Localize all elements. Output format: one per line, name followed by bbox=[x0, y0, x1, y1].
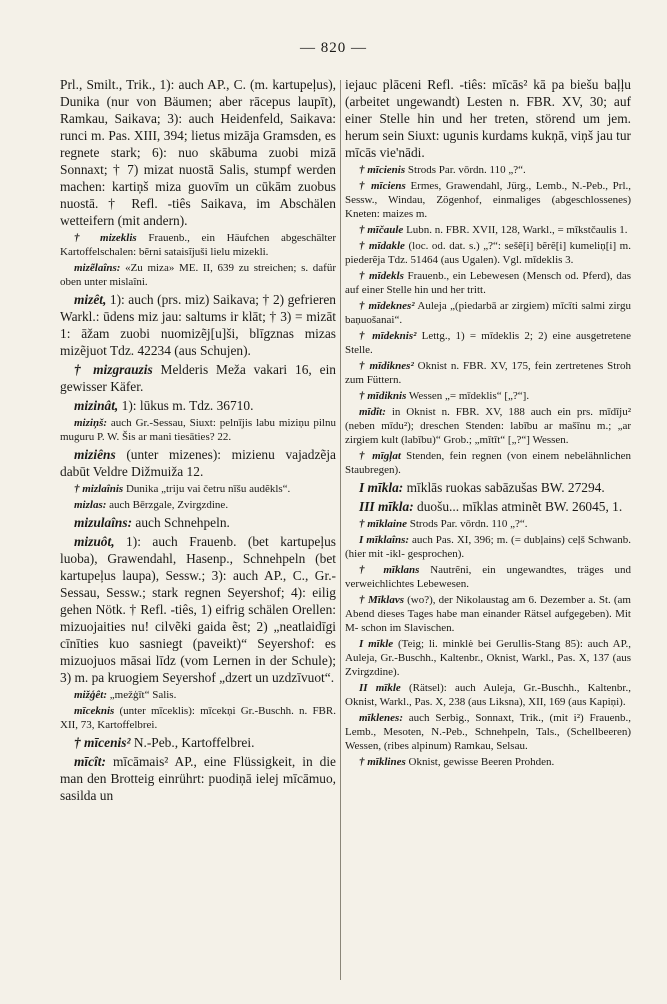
entry-text: iejauc plāceni Refl. -tiês: mīcās² kā pa biešu baļļu (arbeitet ungewandt) Lesten n. FBR. XV, 30; auf einer Stelle hin und her treten, störend um jem. herum sein Siuxt: ugunis kurdams kukņā, viņš jau tur mīcās vie'nādi. bbox=[345, 77, 631, 160]
entry-text: Dunika „triju vai četru nīšu audẽkls“. bbox=[123, 483, 291, 495]
dictionary-entry bbox=[60, 514, 336, 531]
entry-headword: mīceknis bbox=[74, 705, 115, 717]
dictionary-entry bbox=[345, 239, 631, 267]
right-column bbox=[345, 76, 631, 771]
entry-text: auch Schnehpeln. bbox=[132, 515, 230, 530]
entry-headword: † mīdiknes² bbox=[359, 360, 414, 372]
column-divider bbox=[340, 80, 341, 980]
dictionary-entry bbox=[60, 231, 336, 259]
entry-text: mīklās ruokas sabāzušas BW. 27294. bbox=[403, 480, 605, 495]
entry-headword: mizinât, bbox=[74, 398, 119, 413]
entry-text: Frauenb., ein Lebewesen (Mensch od. Pferd), das auf einer Stelle hin und her tritt. bbox=[345, 270, 631, 296]
entry-headword: † mīdiknis bbox=[359, 390, 407, 402]
dictionary-entry bbox=[60, 704, 336, 732]
entry-headword: † mīdakle bbox=[359, 240, 405, 252]
entry-text: 1): lūkus m. Tdz. 36710. bbox=[118, 398, 254, 413]
entry-text: mīcāmais² AP., eine Flüssigkeit, in die man den Brotteig einrührt: puodiņā ielej mīcāmuo, sasilda un bbox=[60, 754, 336, 803]
entry-headword: † mīčaule bbox=[359, 224, 404, 236]
entry-text: «Zu miza» ME. II, 639 zu streichen; s. dafür oben unter mislaîni. bbox=[60, 262, 336, 288]
entry-headword: † mīklines bbox=[359, 756, 406, 768]
entry-text: auch Bērzgale, Zvirgzdine. bbox=[106, 499, 229, 511]
entry-text: duošu... mīklas atminẽt BW. 26045, 1. bbox=[413, 499, 623, 514]
entry-text: Oknist n. FBR. XV, 175, fein zertretenes Stroh zum Füttern. bbox=[345, 360, 631, 386]
entry-headword: † mīcenis² bbox=[74, 735, 131, 750]
entry-headword: † mīcienis bbox=[359, 164, 406, 176]
dictionary-entry bbox=[345, 269, 631, 297]
dictionary-entry bbox=[345, 498, 631, 515]
entry-headword: I mīklaîns: bbox=[359, 534, 410, 546]
entry-text: 1): auch Frauenb. (bet kartupeļus luoba), Grawendahl, Hasenp., Schnehpeln (bet kartupeļus laupa), Sessw.; 3): auch AP., C., Gr.-Sessau, Sessw.; stark regnen Seyershof; 4): eilig gehen Nötk. † Refl. -tiês, 1) eifrig schälen Orellen: mizuojaities nu! cilvẽki gaida ẽst; 2) „neatlaidīgi cīnīties kuo sasniegt (paveikt)“ Seyershof: es mizuojuos māsai līdz (vom Lernen in der Schule); 3) m. pa kruogiem Seyershof „dzert un uzdzīvuot“. bbox=[60, 534, 336, 685]
entry-headword: † mīgļat bbox=[359, 450, 401, 462]
entry-headword: mizulaîns: bbox=[74, 515, 133, 530]
entry-headword: mīcît: bbox=[74, 754, 106, 769]
entry-headword: III mīkla: bbox=[359, 499, 414, 514]
dictionary-entry bbox=[60, 446, 336, 480]
entry-headword: † mīklans bbox=[359, 564, 420, 576]
entry-text: Auleja „(piedarbā ar zirgiem) mīcīti salmi zirgu baņuošanai“. bbox=[345, 300, 631, 326]
entry-headword: miziêns bbox=[74, 447, 116, 462]
entry-text: Nautrẽni, ein ungewandtes, träges und verweichlichtes Lebewesen. bbox=[345, 564, 631, 590]
entry-text: Frauenb., ein Häufchen abgeschälter Kartoffelschalen: bẽrni sataisĩjuši lielu mizekli. bbox=[60, 232, 336, 258]
dictionary-entry bbox=[60, 291, 336, 359]
entry-text: Wessen „= mīdeklis“ [„?“]. bbox=[406, 390, 530, 402]
page-number: — 820 — bbox=[300, 40, 367, 56]
dictionary-entry bbox=[60, 498, 336, 512]
entry-text: (Teig; li. minklė bei Gerullis-Stang 85): auch AP., Auleja, Gr.-Buschh., Kaltenbr., Oknist, Warkl., Pas. X, 137 (aus Zvirgzdine). bbox=[345, 638, 631, 678]
entry-text: Stenden, fein regnen (von einem nebelähnlichen Staubregen). bbox=[345, 450, 631, 476]
entry-headword: I mīkla: bbox=[359, 480, 404, 495]
entry-headword: † mīciens bbox=[359, 180, 406, 192]
dictionary-entry bbox=[345, 637, 631, 679]
dictionary-entry bbox=[60, 397, 336, 414]
entry-headword: † mīdeknes² bbox=[359, 300, 415, 312]
entry-headword: † mīdekls bbox=[359, 270, 404, 282]
entry-text: (unter mizenes): mizienu vajadzẽja dabūt Veldre Dižmuiža 12. bbox=[60, 447, 336, 479]
dictionary-entry bbox=[60, 533, 336, 686]
dictionary-entry bbox=[345, 329, 631, 357]
dictionary-entry bbox=[345, 517, 631, 531]
entry-text: Melderis Meža vakari 16, ein gewisser Käfer. bbox=[60, 362, 336, 394]
dictionary-entry bbox=[345, 76, 631, 161]
entry-text: Lettg., 1) = mīdeklis 2; 2) eine ausgetretene Stelle. bbox=[345, 330, 631, 356]
entry-text: Oknist, gewisse Beeren Prohden. bbox=[405, 756, 555, 768]
entry-headword: † mizgrauzis bbox=[74, 362, 153, 377]
entry-headword: † mīdeknis² bbox=[359, 330, 417, 342]
dictionary-entry bbox=[60, 261, 336, 289]
dictionary-entry bbox=[345, 163, 631, 177]
entry-headword: mīklenes: bbox=[359, 712, 403, 724]
entry-text: Strods Par. vōrdn. 110 „?“. bbox=[405, 164, 526, 176]
dictionary-entry bbox=[60, 482, 336, 496]
dictionary-entry bbox=[60, 416, 336, 444]
dictionary-entry bbox=[60, 734, 336, 751]
entry-text: „mežģīt“ Salis. bbox=[107, 689, 177, 701]
entry-headword: I mīkle bbox=[359, 638, 394, 650]
entry-headword: mizêt, bbox=[74, 292, 107, 307]
entry-text: (unter mīceklis): mīcekņi Gr.-Buschh. n. FBR. XII, 73, Kartoffelbrei. bbox=[60, 705, 336, 731]
entry-headword: miziņš: bbox=[74, 417, 108, 429]
dictionary-entry bbox=[345, 389, 631, 403]
entry-headword: † mizeklis bbox=[74, 232, 137, 244]
entry-headword: mizuôt, bbox=[74, 534, 115, 549]
entry-text: auch Pas. XI, 396; m. (= dubļains) ceļš Schwanb. (hier mit -ikl- gesprochen). bbox=[345, 534, 631, 560]
entry-text: Lubn. n. FBR. XVII, 128, Warkl., = mīkstčaulis 1. bbox=[403, 224, 628, 236]
entry-text: in Oknist n. FBR. XV, 188 auch ein prs. mīdīju² (neben mīdu²); dreschen Stenden: labību ar mašīnu m.; „ar zirgiem kult (labību)“ Grob.; „mītīt“ [„?“] Wessen. bbox=[345, 406, 631, 446]
dictionary-entry bbox=[60, 688, 336, 702]
entry-text: Strods Par. vōrdn. 110 „?“. bbox=[406, 518, 528, 530]
entry-text: Ermes, Grawendahl, Jürg., Lemb., N.-Peb., Prl., Sessw., Windau, Zögenhof, einmaliges (abgeschlossenes) Kneten: maizes m. bbox=[345, 180, 631, 220]
entry-headword: mizẽlaîns: bbox=[74, 262, 121, 274]
entry-text: auch Gr.-Sessau, Siuxt: pelnījis labu miziņu pilnu muguru P. W. Šis ar mani tiesāties? 22. bbox=[60, 417, 336, 443]
entry-text: (loc. od. dat. s.) „?“: sešẽ[i] bẽrẽ[i] kumeliņ[i] m. piederẽja Tdz. 51464 (aus Ugalen). Vgl. mīdeklis 3. bbox=[345, 240, 631, 266]
entry-headword: † mizlaînis bbox=[74, 483, 124, 495]
dictionary-entry bbox=[345, 755, 631, 769]
dictionary-entry bbox=[345, 479, 631, 496]
entry-headword: mizlas: bbox=[74, 499, 107, 511]
entry-headword: mižģêt: bbox=[74, 689, 107, 701]
dictionary-entry bbox=[345, 711, 631, 753]
entry-text: N.-Peb., Kartoffelbrei. bbox=[130, 735, 255, 750]
dictionary-entry bbox=[345, 299, 631, 327]
dictionary-entry bbox=[60, 753, 336, 804]
dictionary-entry bbox=[60, 361, 336, 395]
dictionary-entry bbox=[345, 563, 631, 591]
entry-text: 1): auch (prs. miz) Saikava; † 2) gefrieren Warkl.: ūdens miz jau: saltums ir klāt; † 3) = mizāt 1: āžam zuobi nuomizẽj[u]ši, blīgznas mizas mizẽjuot Tdz. 42234 (aus Schujen). bbox=[60, 292, 336, 358]
entry-text: (wo?), der Nikolaustag am 6. Dezember a. St. (am Abend dieses Tages habe man einander Rätsel aufgegeben). Mit M- schon im Slavischen. bbox=[345, 594, 631, 634]
dictionary-entry bbox=[345, 533, 631, 561]
dictionary-entry bbox=[60, 76, 336, 229]
dictionary-entry bbox=[345, 593, 631, 635]
dictionary-entry bbox=[345, 359, 631, 387]
dictionary-entry bbox=[345, 405, 631, 447]
entry-headword: † Mīklavs bbox=[359, 594, 404, 606]
dictionary-entry bbox=[345, 449, 631, 477]
entry-headword: † mīklaine bbox=[359, 518, 407, 530]
dictionary-entry bbox=[345, 223, 631, 237]
dictionary-entry bbox=[345, 179, 631, 221]
entry-headword: mīdît: bbox=[359, 406, 386, 418]
entry-text: auch Serbig., Sonnaxt, Trik., (mit i²) Frauenb., Lemb., Mesoten, N.-Peb., Schnehpeln, Tals., (Schellbeeren) Wessen, (ribes alpinum) Ramkau, Selsau. bbox=[345, 712, 631, 752]
entry-headword: II mīkle bbox=[359, 682, 401, 694]
dictionary-entry bbox=[345, 681, 631, 709]
left-column bbox=[60, 76, 336, 806]
entry-text: (Rätsel): auch Auleja, Gr.-Buschh., Kaltenbr., Oknist, Warkl., Pas. X, 238 (aus Liksna), XII, 169 (aus Kapiņi). bbox=[345, 682, 631, 708]
entry-text: Prl., Smilt., Trik., 1): auch AP., C. (m. kartupeļus), Dunika (nur von Bäumen; aber rācepus laupīt), Ramkau, Saikava; 3): auch Heidenfeld, Saikava: runci m. Pas. XIII, 394; lietus mizāja Gramsden, es regnete stark; 6): nuo skābuma zuobi mizā Sonnaxt; † 7) mizat nuostā Salis, stumpf werden machen: kartiņš miza guovīm un cūkām zuobus nuostā. † Refl. -tiês Saikava, im Abschälen wetteifern (mit andern). bbox=[60, 77, 336, 228]
